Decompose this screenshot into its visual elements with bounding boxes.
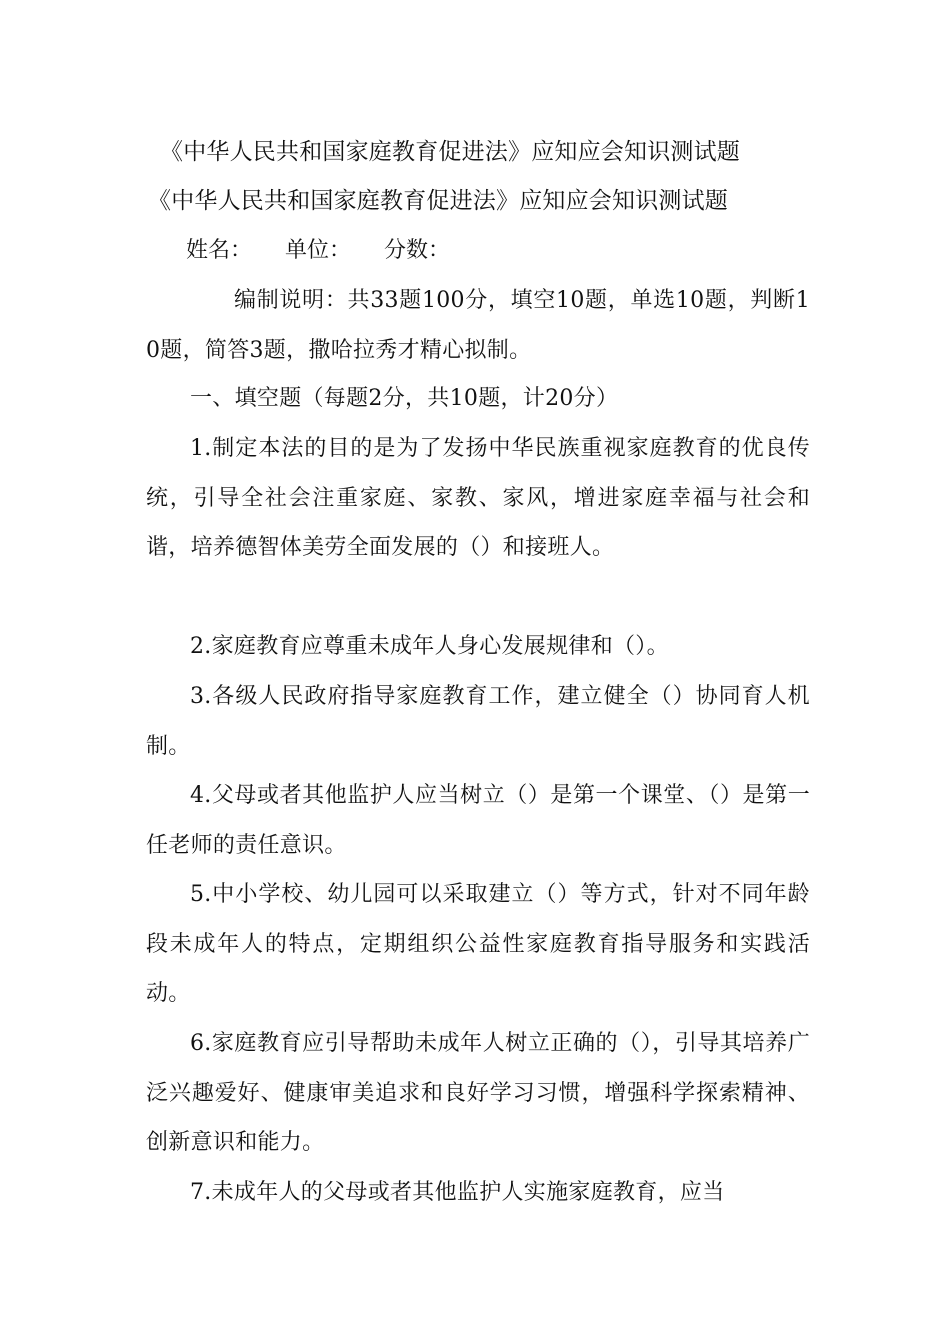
section-heading: 一、填空题（每题2分，共10题，计20分） (190, 386, 619, 411)
document-title-repeat: 《中华人民共和国家庭教育促进法》应知应会知识测试题 (148, 188, 728, 214)
document-title: 《中华人民共和国家庭教育促进法》应知应会知识测试题 (160, 139, 740, 165)
unit-label: 单位： (285, 238, 352, 263)
info-fields (186, 236, 476, 266)
name-label: 姓名： (186, 238, 253, 263)
compilation-note: 编制说明：共33题100分，填空10题，单选10题，判断10题，简答3题，撒哈拉秀才精心拟制。 (146, 288, 810, 363)
score-label: 分数： (384, 238, 451, 263)
question-4: 4.父母或者其他监护人应当树立（）是第一个课堂、（）是第一任老师的责任意识。 (146, 783, 810, 858)
question-3: 3.各级人民政府指导家庭教育工作，建立健全（）协同育人机制。 (146, 684, 810, 759)
question-2: 2.家庭教育应尊重未成年人身心发展规律和（）。 (190, 634, 669, 659)
question-6: 6.家庭教育应引导帮助未成年人树立正确的（），引导其培养广泛兴趣爱好、健康审美追求和良好学习习惯，增强科学探索精神、创新意识和能力。 (146, 1031, 810, 1155)
question-1: 1.制定本法的目的是为了发扬中华民族重视家庭教育的优良传统，引导全社会注重家庭、家教、家风，增进家庭幸福与社会和谐，培养德智体美劳全面发展的（）和接班人。 (146, 436, 810, 560)
question-5: 5.中小学校、幼儿园可以采取建立（）等方式，针对不同年龄段未成年人的特点，定期组织公益性家庭教育指导服务和实践活动。 (146, 882, 810, 1006)
question-7: 7.未成年人的父母或者其他监护人实施家庭教育，应当 (190, 1180, 725, 1205)
